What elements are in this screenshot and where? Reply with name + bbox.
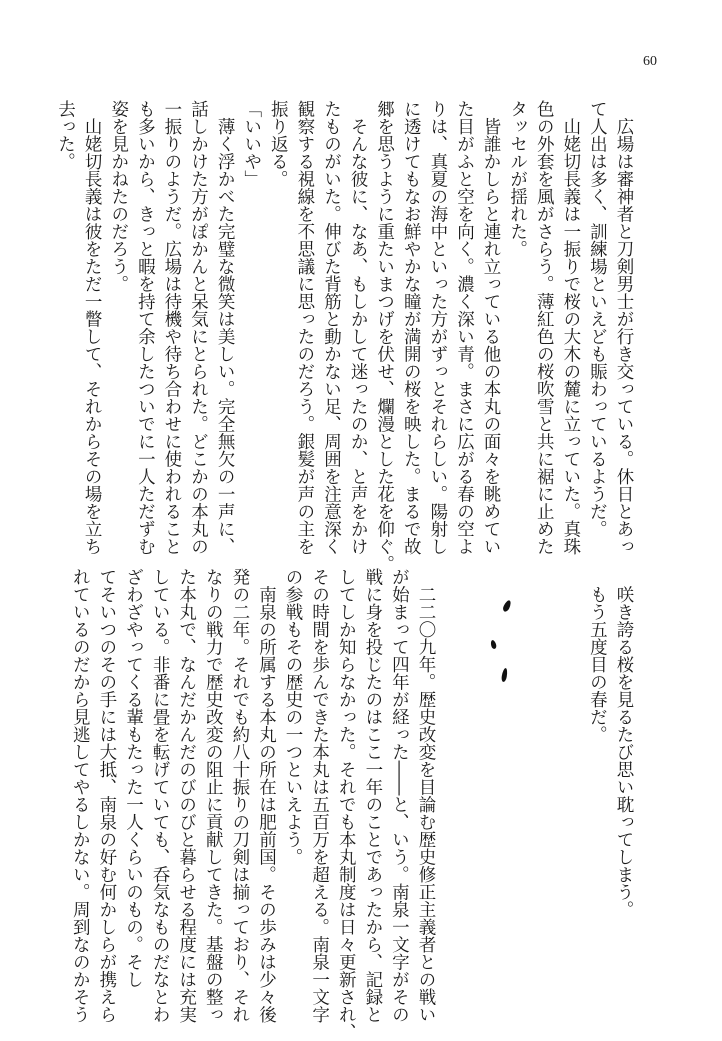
text-line: してしか知らなかった。それでも本丸制度は日々更新され、 [336, 568, 357, 1041]
petal-icon [502, 599, 513, 612]
text-line: りは、真夏の海中といった方がずっとそれらしい。陽射し [427, 100, 448, 555]
text-line: 戦に身を投じたのはここ一年のことであったから、記録と [362, 568, 383, 1023]
text-line: 発の二年。それでも約八十振りの刀剣は揃っており、それ [229, 568, 250, 1023]
text-line: なりの戦力で歴史改変の阻止に貢献してきた。基盤の整っ [203, 568, 224, 1023]
text-line: 二二〇九年。歴史改変を目論む歴史修正主義者との戦い [416, 568, 436, 1023]
epigraph-line: もう五度目の春だ。 [587, 568, 608, 743]
text-line: 話しかけた方がぽかんと呆気にとられた。どこかの本丸の [188, 100, 209, 555]
text-line: 山姥切長義は一振りで桜の大木の麓に立っていた。真珠 [560, 100, 581, 555]
text-line: れているのだから見逃してやるしかない。周到なのかそう [70, 568, 91, 1023]
text-line: 山姥切長義は彼をただ一瞥して、それからその場を立ち [82, 100, 103, 555]
text-line: ざわざやってくる輩もたった一人くらいのもの。そし [123, 568, 144, 988]
epigraph-line: 咲き誇る桜を見るたび思い耽ってしまう。 [614, 568, 634, 918]
page-number: 60 [643, 54, 657, 69]
text-line: の参戦もその歴史の一つといえよう。 [283, 568, 304, 866]
text-line: そんな彼に、なあ、もしかして迷ったのか、と声をかけ [348, 100, 369, 555]
text-line: 皆誰かしらと連れ立っている他の本丸の面々を眺めてい [481, 100, 502, 555]
text-line: 姿を見かねたのだろう。 [108, 100, 129, 293]
text-line: たものがいた。伸びた背筋と動かない足、周囲を注意深く [321, 100, 342, 555]
epigraph-text [577, 568, 637, 1008]
text-line: している。非番に畳を転げていても、呑気なものだなとわ [150, 568, 171, 1023]
text-line: た目がふと空を向く。濃く深い青。まさに広がる春の空よ [454, 100, 475, 555]
petal-icon [501, 668, 508, 683]
text-line: 去った。 [55, 100, 76, 170]
text-line: 「いいや」 [241, 100, 262, 188]
text-line: てそいつのその手には大抵、南泉の好む何かしらが携えら [96, 568, 117, 1023]
text-line: タッセルが揺れた。 [507, 100, 528, 258]
text-line: た本丸で、なんだかんだのびのびと暮らせる程度には充実 [176, 568, 197, 1023]
text-line: 薄く浮かべた完璧な微笑は美しい。完全無欠の一声に、 [215, 100, 236, 555]
petal-icon [490, 640, 497, 650]
text-line: 色の外套を風がさらう。薄紅色の桜吹雪と共に裾に止めた [534, 100, 555, 555]
text-line: 振り返る。 [268, 100, 289, 188]
text-line: が始まって四年が経った――と、いう。南泉一文字がその [389, 568, 410, 1023]
bottom-section-text [70, 568, 439, 1041]
text-line: 広場は審神者と刀剣男士が行き交っている。休日とあっ [614, 100, 634, 555]
text-line: て人出は多く、訓練場といえども賑わっているようだ。 [587, 100, 608, 538]
text-line: その時間を歩んできた本丸は五百万を超える。南泉一文字 [309, 568, 330, 1023]
text-line: に透けてもなお鮮やかな瞳が満開の桜を映した。まるで故 [401, 100, 422, 555]
text-line: も多いから、きっと暇を持て余したついでに一人ただずむ [135, 100, 156, 555]
text-line: 観察する視線を不思議に思ったのだろう。銀髪が声の主を [294, 100, 315, 555]
text-line: 郷を思うように重たいまつげを伏せ、爛漫とした花を仰ぐ。 [374, 100, 395, 573]
text-line: 一振りのようだ。広場は待機や待ち合わせに使われること [161, 100, 182, 555]
top-section-text [55, 100, 637, 573]
text-line: 南泉の所属する本丸の所在は肥前国。その歩みは少々後 [256, 568, 277, 1023]
